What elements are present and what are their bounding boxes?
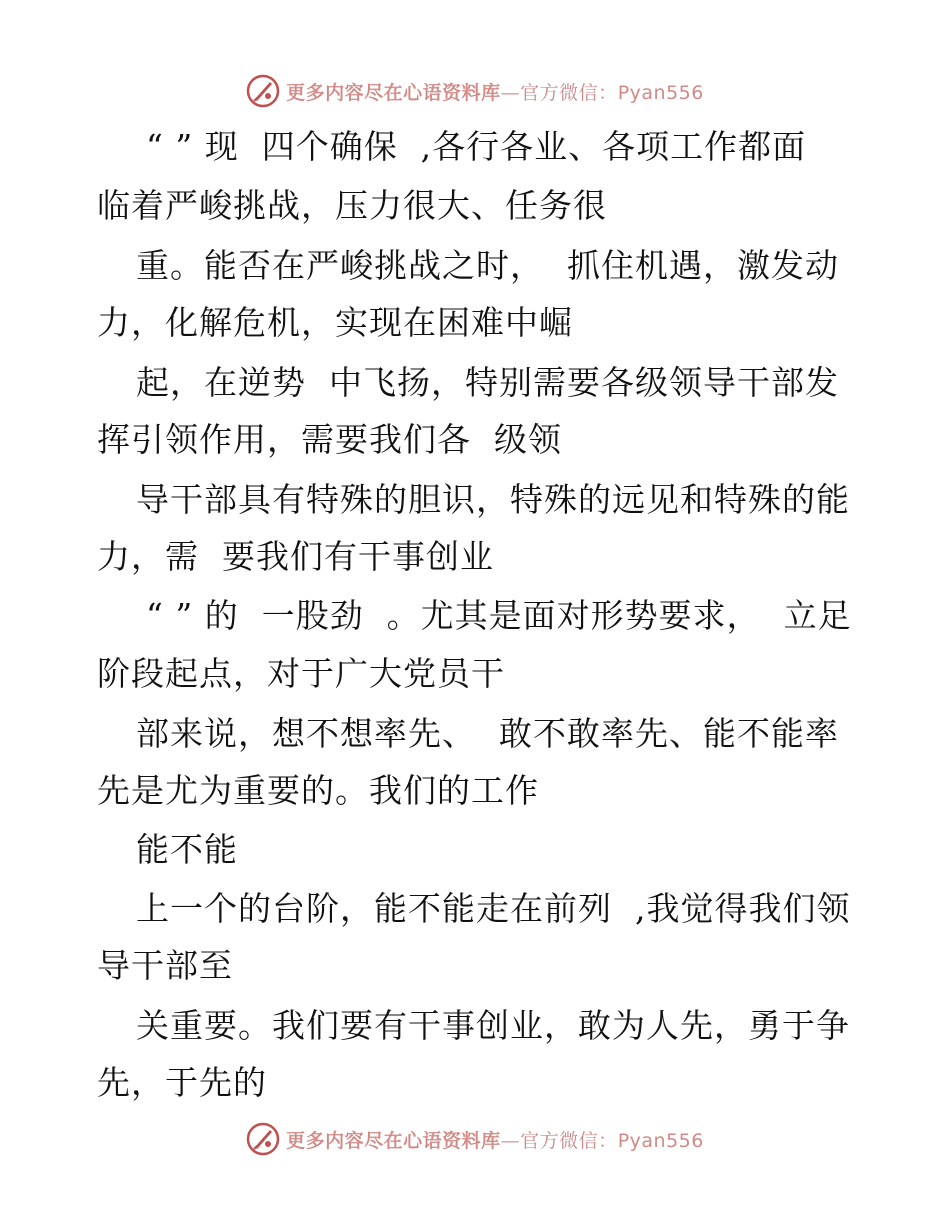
text-line: 导干部具有特殊的胆识，特殊的远见和特殊的能 <box>136 480 850 519</box>
watermark-brand: 更多内容尽在心语资料库 <box>286 81 501 104</box>
watermark-brand: 更多内容尽在心语资料库 <box>286 1129 501 1152</box>
text-line: 部来说，想不想率先、 敢不敢率先、能不能率 <box>136 714 839 753</box>
text-line: 先，于先的 <box>97 1063 267 1102</box>
footer-watermark <box>0 1119 950 1159</box>
text-line: 力，化解危机，实现在困难中崛 <box>97 303 573 342</box>
text-line: “ ” 的 一股劲 。尤其是面对形势要求， 立足 <box>146 596 852 635</box>
text-line: 关重要。我们要有干事创业，敢为人先，勇于争 <box>136 1006 850 1045</box>
header-watermark <box>0 71 950 111</box>
text-line: 挥引领作用，需要我们各 级领 <box>97 420 562 459</box>
text-line: 先是尤为重要的。我们的工作 <box>97 771 539 810</box>
watermark-dash: — <box>500 81 521 104</box>
text-line: 临着严峻挑战，压力很大、任务很 <box>97 186 607 225</box>
quill-seal-icon <box>246 1122 280 1156</box>
text-line: “ ” 现 四个确保 ,各行各业、各项工作都面 <box>146 127 807 166</box>
watermark-wechat-id: Pyan556 <box>617 1129 704 1152</box>
watermark-dash: — <box>500 1129 521 1152</box>
text-line: 能不能 <box>136 830 238 869</box>
text-line: 力，需 要我们有干事创业 <box>97 537 494 576</box>
text-line: 导干部至 <box>97 946 233 985</box>
text-line: 重。能否在严峻挑战之时， 抓住机遇，激发动 <box>136 246 839 285</box>
watermark-wechat-id: Pyan556 <box>617 81 704 104</box>
text-line: 起，在逆势 中飞扬，特别需要各级领导干部发 <box>136 363 839 402</box>
text-line: 阶段起点，对于广大党员干 <box>97 654 505 693</box>
quill-seal-icon <box>246 74 280 108</box>
watermark-wechat-label: 官方微信： <box>520 81 618 104</box>
text-line: 上一个的台阶，能不能走在前列 ,我觉得我们领 <box>136 889 851 928</box>
watermark-wechat-label: 官方微信： <box>520 1129 618 1152</box>
